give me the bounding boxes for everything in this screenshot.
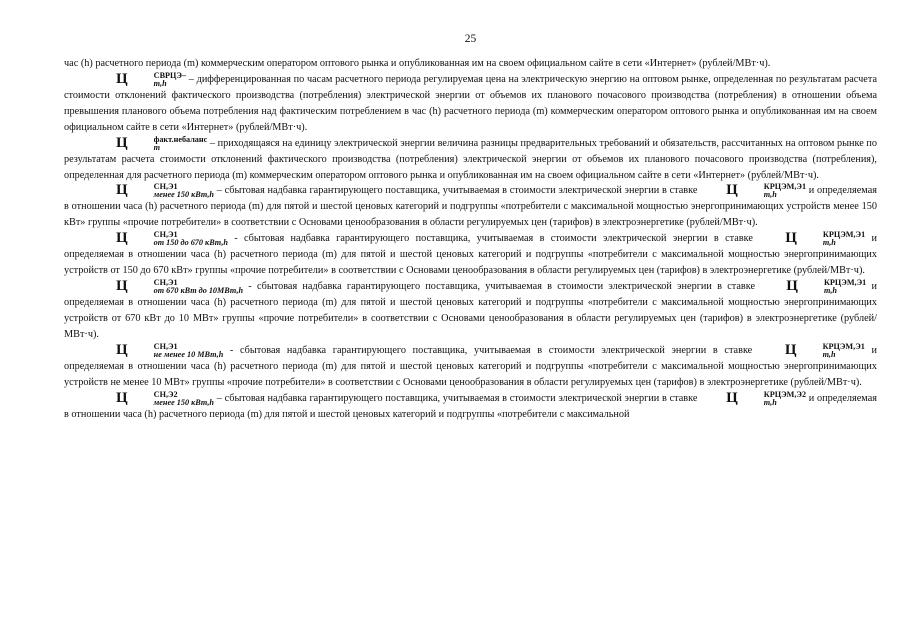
formula-indices: КРЦЭМ,Э1 m,h	[822, 341, 865, 359]
symbol-base: Ц	[116, 341, 128, 358]
formula-indices: факт.небаланс m	[153, 134, 208, 152]
symbol-base: Ц	[116, 278, 128, 295]
page-number: 25	[464, 33, 477, 45]
paragraph-continuation	[64, 56, 877, 72]
formula-indices: СН,Э1 не менее 10 МВт,h	[153, 341, 224, 359]
definition-text: - сбытовая надбавка гарантирующего поставщика, учитываемая в стоимости электрической энергии в ставке	[227, 233, 760, 245]
definition-text: и определяемая в отношении часа (h) расчетного периода (m) для пятой и шестой ценовых категорий и подгруппы «потребители с максимальной мощностью энергопринимающих устройств менее 150 кВт» группы «прочие потребители» в соответствии с Основами ценообразования в области регулируемых цен (тарифов) в электроэнергетике (рублей/МВт·ч).	[64, 185, 877, 229]
symbol-base: Ц	[116, 70, 128, 87]
definition-markup-over-10mw	[64, 343, 877, 391]
definition-markup-e2-under-150kw	[64, 391, 877, 423]
symbol-base: Ц	[784, 341, 797, 358]
definition-text: и определяемая в отношении часа (h) расчетного периода (m) для пятой и шестой ценовых категорий и подгруппы «потребители с максимальной мощностью энергопринимающих устройств от 670 кВт до 10 МВт» группы «прочие потребители» в соответствии с Основами ценообразования в области регулируемых цен (тарифов) в электроэнергетике (рублей/МВт·ч).	[64, 281, 877, 340]
symbol-base: Ц	[726, 182, 738, 199]
definition-fakt-nebalans	[64, 136, 877, 184]
definition-text: – приходящаяся на единицу электрической энергии величина разницы предварительных требований и обязательств, рассчитанных на оптовом рынке по результатам расчета стоимости отклонений фактического производства (потребления) электрической энергии от объемов их планового почасового производства (потребления), определенная для расчетного периода (m) коммерческим оператором оптового рынка и опубликованная им на своем официальном сайте в сети «Интернет» (рублей/МВт·ч).	[64, 137, 877, 181]
formula-indices: СВРЦЭ– m,h	[153, 70, 187, 88]
definition-text: - сбытовая надбавка гарантирующего поставщика, учитываемая в стоимости электрической энергии в ставке	[223, 344, 759, 356]
symbol-base: Ц	[785, 230, 797, 247]
definition-text: и определяемая в отношении часа (h) расчетного периода (m) для пятой и шестой ценовых категорий и подгруппы «потребители с максимальной мощностью энергопринимающих устройств не менее 10 МВт» группы «прочие потребители» в соответствии с Основами ценообразования в области регулируемых цен (тарифов) в электроэнергетике (рублей/МВт·ч).	[64, 344, 877, 388]
definition-text: – сбытовая надбавка гарантирующего поставщика, учитываемая в стоимости электрической энергии в ставке	[214, 392, 701, 404]
symbol-base: Ц	[116, 230, 128, 247]
formula-indices: КРЦЭМ,Э1 m,h	[763, 182, 807, 200]
formula-indices: СН,Э1 от 670 кВт до 10МВт,h	[153, 278, 244, 296]
symbol-base: Ц	[786, 278, 798, 295]
definition-markup-670kw-10mw	[64, 279, 877, 343]
formula-indices: КРЦЭМ,Э1 m,h	[822, 230, 866, 248]
formula-indices: СН,Э1 менее 150 кВт,h	[153, 182, 214, 200]
definition-text: – дифференцированная по часам расчетного периода регулируемая цена на электрическую энергию на оптовом рынке, определенная по результатам расчета стоимости отклонений фактического производства (потребления) электрической энергии от объемов их планового почасового производства (потребления) в отношении объема превышения планового объема потребления над фактическим потреблением в час (h) расчетного периода (m) коммерческим оператором оптового рынка и опубликованная им на своем официальном сайте в сети «Интернет» (рублей/МВт·ч).	[64, 73, 877, 133]
definition-markup-under-150kw	[64, 183, 877, 231]
formula-indices: СН,Э2 менее 150 кВт,h	[153, 389, 214, 407]
definition-text: - сбытовая надбавка гарантирующего поставщика, учитываемая в стоимости электрической энергии в ставке	[243, 281, 761, 293]
paragraph-text: час (h) расчетного периода (m) коммерческим оператором оптового рынка и опубликованная им на своем официальном сайте в сети «Интернет» (рублей/МВт·ч).	[64, 58, 771, 69]
definition-text: – сбытовая надбавка гарантирующего поставщика, учитываемая в стоимости электрической энергии в ставке	[214, 185, 701, 197]
definition-text: и определяемая в отношении часа (h) расчетного периода (m) для пятой и шестой ценовых категорий и подгруппы «потребители с максимальной мощностью энергопринимающих устройств от 150 до 670 кВт» группы «прочие потребители» в соответствии с Основами ценообразования в области регулируемых цен (тарифов) в электроэнергетике (рублей/МВт·ч).	[64, 233, 877, 277]
definition-svrce	[64, 72, 877, 136]
symbol-base: Ц	[726, 389, 738, 406]
definition-markup-150-670kw	[64, 231, 877, 279]
symbol-base: Ц	[116, 134, 128, 151]
definition-text: и определяемая в отношении часа (h) расчетного периода (m) для пятой и шестой ценовых категорий и подгруппы «потребители с максимальной	[64, 392, 877, 420]
symbol-base: Ц	[116, 182, 128, 199]
formula-indices: КРЦЭМ,Э1 m,h	[823, 278, 867, 296]
formula-indices: КРЦЭМ,Э2 m,h	[763, 389, 807, 407]
symbol-base: Ц	[116, 389, 128, 406]
formula-indices: СН,Э1 от 150 до 670 кВт,h	[153, 230, 228, 248]
